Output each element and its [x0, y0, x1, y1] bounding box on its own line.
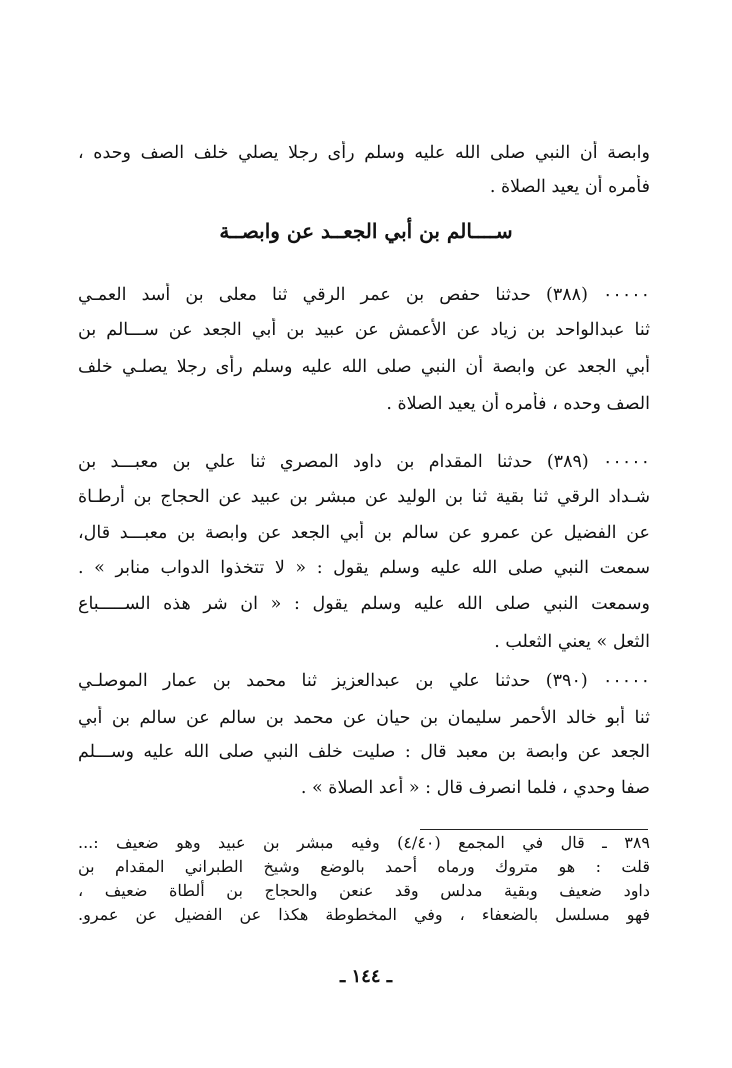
hadith-388-line-4: الصف وحده ، فأمره أن يعيد الصلاة . — [386, 394, 650, 414]
hadith-388-line-3: أبي الجعد عن وابصة أن النبي صلى الله عليه وسلم رأى رجلا يصلـي خلف — [78, 357, 650, 377]
hadith-390-line-3: الجعد عن وابصة بن معبد قال : صليت خلف النبي صلى الله عليه وســـلم — [78, 742, 650, 762]
footnote-line-2: قلت : هو متروك ورماه أحمد بالوضع وشيخ الطبراني المقدام بن — [78, 857, 650, 876]
footnote-line-3: داود ضعيف وبقية مدلس وقد عنعن والحجاج بن ألطاة ضعيف ، — [78, 881, 650, 900]
hadith-388-line-1: ٠٠٠٠٠ (٣٨٨) حدثنا حفص بن عمر الرقي ثنا معلى بن أسد العمـي — [78, 285, 650, 305]
hadith-389-line-4: سمعت النبي صلى الله عليه وسلم يقول : « لا تتخذوا الدواب منابر » . — [78, 558, 650, 578]
intro-line-1: وابصة أن النبي صلى الله عليه وسلم رأى رجلا يصلي خلف الصف وحده ، — [78, 143, 650, 163]
hadith-389-line-2: شـداد الرقي ثنا بقية ثنا بن الوليد عن مبشر بن عبيد عن الحجاج بن أرطـاة — [78, 487, 650, 507]
section-heading: ســــالم بن أبي الجعــد عن وابصــة — [219, 219, 513, 243]
hadith-389-line-1: ٠٠٠٠٠ (٣٨٩) حدثنا المقدام بن داود المصري ثنا علي بن معبـــد بن — [78, 452, 650, 472]
intro-line-2: فأمره أن يعيد الصلاة . — [489, 177, 650, 197]
hadith-389-line-5: وسمعت النبي صلى الله عليه وسلم يقول : « ان شر هذه الســـــباع — [78, 594, 650, 614]
hadith-388-line-2: ثنا عبدالواحد بن زياد عن الأعمش عن عبيد بن أبي الجعد عن ســـالم بن — [78, 320, 650, 340]
hadith-389-line-6: الثعل » يعني الثعلب . — [494, 632, 650, 652]
hadith-389-line-3: عن الفضيل عن عمرو عن سالم بن أبي الجعد عن وابصة بن معبـــد قال، — [78, 523, 650, 543]
page-number: ـ ١٤٤ ـ — [339, 966, 393, 987]
footnote-line-4: فهو مسلسل بالضعفاء ، وفي المخطوطة هكذا عن الفضيل عن عمرو. — [78, 905, 650, 924]
footnote-line-1: ٣٨٩ ـ قال في المجمع (٤/٤٠) وفيه مبشر بن عبيد وهو ضعيف :... — [78, 833, 650, 852]
footnote-separator — [420, 829, 648, 830]
hadith-390-line-1: ٠٠٠٠٠ (٣٩٠) حدثنا علي بن عبدالعزيز ثنا محمد بن عمار الموصلـي — [78, 671, 650, 691]
hadith-390-line-2: ثنا أبو خالد الأحمر سليمان بن حيان عن محمد بن سالم عن سالم بن أبي — [78, 708, 650, 728]
hadith-390-line-4: صفا وحدي ، فلما انصرف قال : « أعد الصلاة » . — [300, 778, 650, 798]
